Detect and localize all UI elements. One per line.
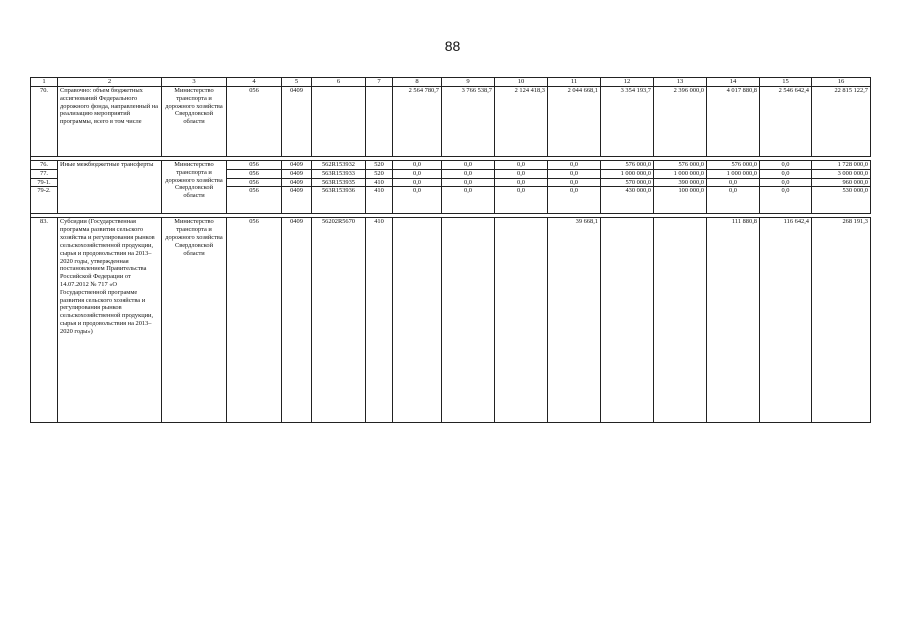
target-code: 563R153933: [312, 169, 366, 178]
column-header: 16: [812, 78, 871, 87]
column-number-row: [31, 78, 871, 87]
value-cell: 39 668,1: [548, 218, 601, 423]
table-row-76: [31, 161, 871, 170]
value-cell: 1 000 000,0: [654, 169, 707, 178]
column-header: 2: [58, 78, 162, 87]
section-code: 0409: [282, 169, 312, 178]
value-cell: 2 044 668,1: [548, 87, 601, 157]
value-cell: 4 017 880,8: [707, 87, 760, 157]
ministry: Министерство транспорта и дорожного хозяйства Свердловской области: [162, 218, 227, 423]
value-cell: 2 546 642,4: [760, 87, 812, 157]
value-cell: 576 000,0: [601, 161, 654, 170]
expense-type: 520: [366, 169, 393, 178]
total-cell: 3 000 000,0: [812, 169, 871, 178]
value-cell: 2 564 780,7: [393, 87, 442, 157]
value-cell: 0,0: [495, 187, 548, 214]
row-name: Справочно: объем бюджетных ассигнований Федерального дорожного фонда, направленный на реализацию мероприятий программы, всего в том числе: [58, 87, 162, 157]
value-cell: 0,0: [393, 169, 442, 178]
target-code: 563R153936: [312, 187, 366, 214]
budget-table: [30, 77, 871, 423]
value-cell: 0,0: [760, 169, 812, 178]
value-cell: 390 000,0: [654, 178, 707, 187]
column-header: 10: [495, 78, 548, 87]
column-header: 8: [393, 78, 442, 87]
value-cell: 576 000,0: [707, 161, 760, 170]
section-code: 0409: [282, 187, 312, 214]
ministry: Министерство транспорта и дорожного хозяйства Свердловской области: [162, 87, 227, 157]
target-code: 562R153932: [312, 161, 366, 170]
value-cell: 3 354 193,7: [601, 87, 654, 157]
value-cell: 0,0: [548, 178, 601, 187]
value-cell: 430 000,0: [601, 187, 654, 214]
row-number: 70.: [31, 87, 58, 157]
ministry: Министерство транспорта и дорожного хозяйства Свердловской области: [162, 161, 227, 214]
expense-type: 520: [366, 161, 393, 170]
value-cell: 2 124 418,3: [495, 87, 548, 157]
total-cell: 960 000,0: [812, 178, 871, 187]
row-number: 83.: [31, 218, 58, 423]
value-cell: 0,0: [393, 178, 442, 187]
value-cell: [495, 218, 548, 423]
value-cell: 1 000 000,0: [601, 169, 654, 178]
value-cell: 0,0: [548, 187, 601, 214]
page-number: 88: [444, 38, 461, 54]
column-header: 14: [707, 78, 760, 87]
value-cell: 0,0: [548, 169, 601, 178]
department-code: 056: [227, 161, 282, 170]
value-cell: 0,0: [707, 178, 760, 187]
department-code: 056: [227, 187, 282, 214]
row-number: 79-1.: [31, 178, 58, 187]
column-header: 12: [601, 78, 654, 87]
table-row-83: [31, 218, 871, 423]
department-code: 056: [227, 169, 282, 178]
value-cell: [442, 218, 495, 423]
row-number: 77.: [31, 169, 58, 178]
value-cell: 0,0: [442, 169, 495, 178]
expense-type: [366, 87, 393, 157]
value-cell: 0,0: [442, 178, 495, 187]
expense-type: 410: [366, 218, 393, 423]
value-cell: 576 000,0: [654, 161, 707, 170]
value-cell: 0,0: [760, 187, 812, 214]
column-header: 4: [227, 78, 282, 87]
department-code: 056: [227, 178, 282, 187]
row-name: Субсидии (Государственная программа развития сельского хозяйства и регулирования рынков сельскохозяйственной продукции, сырья и продовольствия на 2013–2020 годы, утвержденная постановлением Правительства Российской Федерации от 14.07.2012 № 717 «О Государственной программе развития сельского хозяйства и регулирования рынков сельскохозяйственной продукции, сырья и продовольствия на 2013–2020 годы»): [58, 218, 162, 423]
row-name: Иные межбюджетные трансферты: [58, 161, 162, 214]
value-cell: 0,0: [393, 187, 442, 214]
column-header: 7: [366, 78, 393, 87]
department-code: 056: [227, 87, 282, 157]
value-cell: 0,0: [442, 161, 495, 170]
column-header: 5: [282, 78, 312, 87]
value-cell: 116 642,4: [760, 218, 812, 423]
column-header: 15: [760, 78, 812, 87]
value-cell: 0,0: [495, 161, 548, 170]
value-cell: 570 000,0: [601, 178, 654, 187]
value-cell: 100 000,0: [654, 187, 707, 214]
value-cell: 111 880,8: [707, 218, 760, 423]
value-cell: 0,0: [760, 178, 812, 187]
expense-type: 410: [366, 178, 393, 187]
value-cell: 1 000 000,0: [707, 169, 760, 178]
column-header: 11: [548, 78, 601, 87]
value-cell: 0,0: [495, 178, 548, 187]
value-cell: 3 766 538,7: [442, 87, 495, 157]
expense-type: 410: [366, 187, 393, 214]
section-code: 0409: [282, 178, 312, 187]
table-row-70: [31, 87, 871, 157]
value-cell: [654, 218, 707, 423]
row-number: 76.: [31, 161, 58, 170]
column-header: 13: [654, 78, 707, 87]
column-header: 1: [31, 78, 58, 87]
section-code: 0409: [282, 161, 312, 170]
section-code: 0409: [282, 218, 312, 423]
total-cell: 530 000,0: [812, 187, 871, 214]
row-number: 79-2.: [31, 187, 58, 214]
section-code: 0409: [282, 87, 312, 157]
column-header: 6: [312, 78, 366, 87]
department-code: 056: [227, 218, 282, 423]
value-cell: 0,0: [760, 161, 812, 170]
target-code: 56202R5670: [312, 218, 366, 423]
value-cell: [393, 218, 442, 423]
value-cell: [601, 218, 654, 423]
target-code: [312, 87, 366, 157]
total-cell: 268 191,3: [812, 218, 871, 423]
value-cell: 2 396 000,0: [654, 87, 707, 157]
column-header: 9: [442, 78, 495, 87]
total-cell: 1 728 000,0: [812, 161, 871, 170]
column-header: 3: [162, 78, 227, 87]
total-cell: 22 815 122,7: [812, 87, 871, 157]
value-cell: 0,0: [442, 187, 495, 214]
value-cell: 0,0: [548, 161, 601, 170]
target-code: 563R153935: [312, 178, 366, 187]
value-cell: 0,0: [707, 187, 760, 214]
value-cell: 0,0: [393, 161, 442, 170]
value-cell: 0,0: [495, 169, 548, 178]
